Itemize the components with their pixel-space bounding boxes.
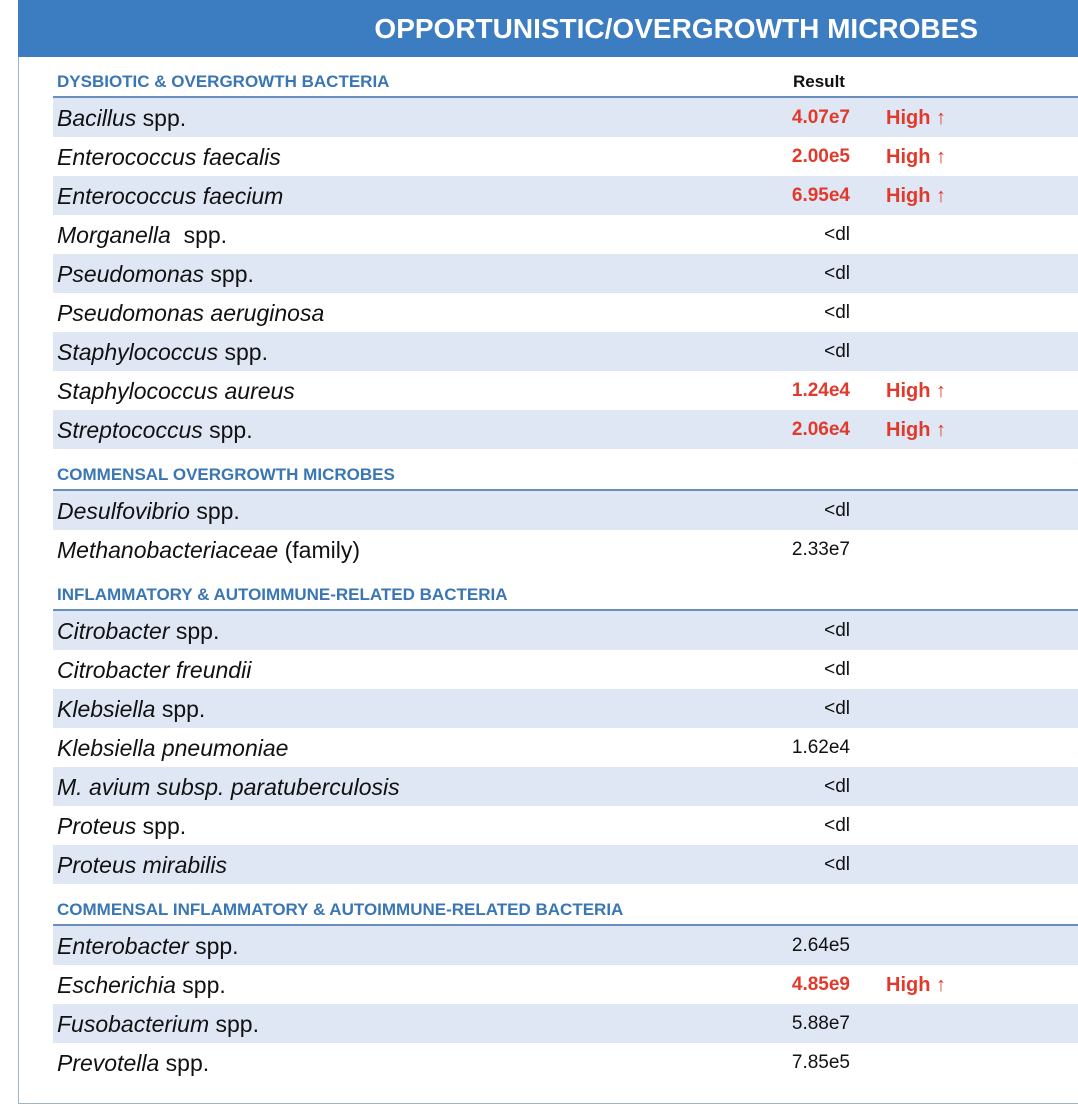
section-title: COMMENSAL INFLAMMATORY & AUTOIMMUNE-RELATED BACTERIA	[57, 900, 624, 919]
table-row	[53, 926, 1078, 965]
organism-name	[57, 774, 400, 801]
organism-name	[57, 696, 205, 723]
organism-suffix: spp.	[136, 813, 187, 839]
result-value: <dl	[824, 263, 850, 284]
high-flag-label: High	[886, 185, 931, 207]
section-header	[53, 897, 1078, 926]
high-flag	[886, 146, 946, 169]
organism-suffix: spp.	[170, 222, 228, 248]
organism-name	[57, 339, 268, 366]
organism-genus: M. avium subsp. paratuberculosis	[57, 774, 400, 800]
result-value: 1.62e4	[791, 737, 850, 758]
table-row	[53, 410, 1078, 449]
table-row	[53, 611, 1078, 650]
organism-name	[57, 300, 324, 327]
organism-genus: Desulfovibrio	[57, 498, 190, 524]
up-arrow-icon: ↑	[936, 380, 946, 402]
result-value: <dl	[824, 659, 850, 680]
organism-genus: Klebsiella	[57, 696, 156, 722]
result-value: <dl	[824, 302, 850, 323]
result-value: <dl	[824, 620, 850, 641]
organism-suffix: spp.	[202, 417, 253, 443]
section-title: INFLAMMATORY & AUTOIMMUNE-RELATED BACTERIA	[57, 585, 508, 604]
result-value: 2.64e5	[791, 935, 850, 956]
organism-name	[57, 618, 219, 645]
organism-suffix: spp.	[188, 933, 239, 959]
table-row	[53, 137, 1078, 176]
result-value: 2.33e7	[791, 539, 850, 560]
high-flag-label: High	[886, 419, 931, 441]
result-value: 4.85e9	[791, 974, 850, 995]
result-value: <dl	[824, 776, 850, 797]
section-title: DYSBIOTIC & OVERGROWTH BACTERIA	[57, 72, 390, 91]
section-header	[53, 69, 1078, 98]
organism-genus: Morganella	[57, 222, 171, 248]
organism-genus: Proteus	[57, 813, 137, 839]
high-flag	[886, 380, 946, 403]
organism-genus: Staphylococcus aureus	[57, 378, 295, 404]
result-value: 6.95e4	[791, 185, 850, 206]
organism-name	[57, 183, 283, 210]
organism-name	[57, 933, 239, 960]
report-title: OPPORTUNISTIC/OVERGROWTH MICROBES	[374, 12, 978, 44]
organism-name	[57, 735, 288, 762]
table-row	[53, 845, 1078, 884]
result-value: <dl	[824, 698, 850, 719]
organism-name	[57, 261, 254, 288]
result-value: 7.85e5	[791, 1052, 850, 1073]
section-gap	[53, 884, 1078, 897]
organism-suffix: (family)	[278, 537, 360, 563]
table-row	[53, 98, 1078, 137]
organism-name	[57, 417, 253, 444]
table-row	[53, 254, 1078, 293]
organism-suffix: spp.	[204, 261, 254, 287]
up-arrow-icon: ↑	[936, 146, 946, 168]
organism-genus: Enterobacter	[57, 933, 189, 959]
table-row	[53, 965, 1078, 1004]
organism-genus: Bacillus	[57, 105, 137, 131]
organism-genus: Escherichia	[57, 972, 176, 998]
organism-suffix: spp.	[136, 105, 187, 131]
high-flag-label: High	[886, 974, 931, 996]
organism-name	[57, 222, 227, 249]
report-banner	[18, 0, 1078, 57]
up-arrow-icon: ↑	[936, 185, 946, 207]
organism-genus: Klebsiella pneumoniae	[57, 735, 289, 761]
section-gap	[53, 569, 1078, 582]
result-value: <dl	[824, 815, 850, 836]
table-row	[53, 1004, 1078, 1043]
table-row	[53, 767, 1078, 806]
organism-name	[57, 813, 186, 840]
high-flag	[886, 974, 946, 997]
results-table	[53, 69, 1078, 1082]
section-gap	[53, 449, 1078, 462]
organism-genus: Citrobacter freundii	[57, 657, 252, 683]
table-row	[53, 689, 1078, 728]
organism-genus: Streptococcus	[57, 417, 203, 443]
organism-genus: Citrobacter	[57, 618, 170, 644]
table-row	[53, 650, 1078, 689]
result-value: 2.00e5	[791, 146, 850, 167]
section-header	[53, 462, 1078, 491]
organism-suffix: spp.	[159, 1050, 210, 1076]
result-value: <dl	[824, 224, 850, 245]
table-row	[53, 215, 1078, 254]
organism-name	[57, 972, 226, 999]
high-flag-label: High	[886, 146, 931, 168]
up-arrow-icon: ↑	[936, 419, 946, 441]
table-row	[53, 332, 1078, 371]
section-title: COMMENSAL OVERGROWTH MICROBES	[57, 465, 395, 484]
organism-genus: Fusobacterium	[57, 1011, 210, 1037]
high-flag	[886, 185, 946, 208]
organism-genus: Pseudomonas aeruginosa	[57, 300, 325, 326]
organism-name	[57, 537, 360, 564]
organism-genus: Enterococcus faecium	[57, 183, 284, 209]
result-value: <dl	[824, 341, 850, 362]
table-row	[53, 806, 1078, 845]
table-row	[53, 530, 1078, 569]
organism-name	[57, 144, 281, 171]
table-row	[53, 293, 1078, 332]
organism-suffix: spp.	[155, 696, 206, 722]
high-flag	[886, 419, 946, 442]
result-value: 2.06e4	[791, 419, 850, 440]
result-value: <dl	[824, 854, 850, 875]
result-value: <dl	[824, 500, 850, 521]
organism-name	[57, 1050, 209, 1077]
organism-suffix: spp.	[169, 618, 220, 644]
organism-suffix: spp.	[175, 972, 226, 998]
organism-name	[57, 657, 251, 684]
result-value: 5.88e7	[791, 1013, 850, 1034]
table-row	[53, 371, 1078, 410]
organism-suffix: spp.	[189, 498, 240, 524]
table-row	[53, 491, 1078, 530]
high-flag	[886, 107, 946, 130]
high-flag-label: High	[886, 107, 931, 129]
organism-suffix: spp.	[218, 339, 268, 365]
result-value: 1.24e4	[791, 380, 850, 401]
organism-suffix: spp.	[209, 1011, 259, 1037]
organism-genus: Pseudomonas	[57, 261, 205, 287]
result-value: 4.07e7	[791, 107, 850, 128]
section-header	[53, 582, 1078, 611]
organism-name	[57, 498, 240, 525]
up-arrow-icon: ↑	[936, 107, 946, 129]
table-row	[53, 176, 1078, 215]
organism-name	[57, 852, 227, 879]
result-column-header: Result	[793, 72, 845, 91]
organism-genus: Prevotella	[57, 1050, 160, 1076]
table-row	[53, 1043, 1078, 1082]
organism-name	[57, 378, 295, 405]
up-arrow-icon: ↑	[936, 974, 946, 996]
organism-name	[57, 1011, 259, 1038]
table-row	[53, 728, 1078, 767]
organism-genus: Staphylococcus	[57, 339, 219, 365]
organism-genus: Enterococcus faecalis	[57, 144, 281, 170]
high-flag-label: High	[886, 380, 931, 402]
organism-name	[57, 105, 186, 132]
organism-genus: Proteus mirabilis	[57, 852, 227, 878]
organism-genus: Methanobacteriaceae	[57, 537, 279, 563]
